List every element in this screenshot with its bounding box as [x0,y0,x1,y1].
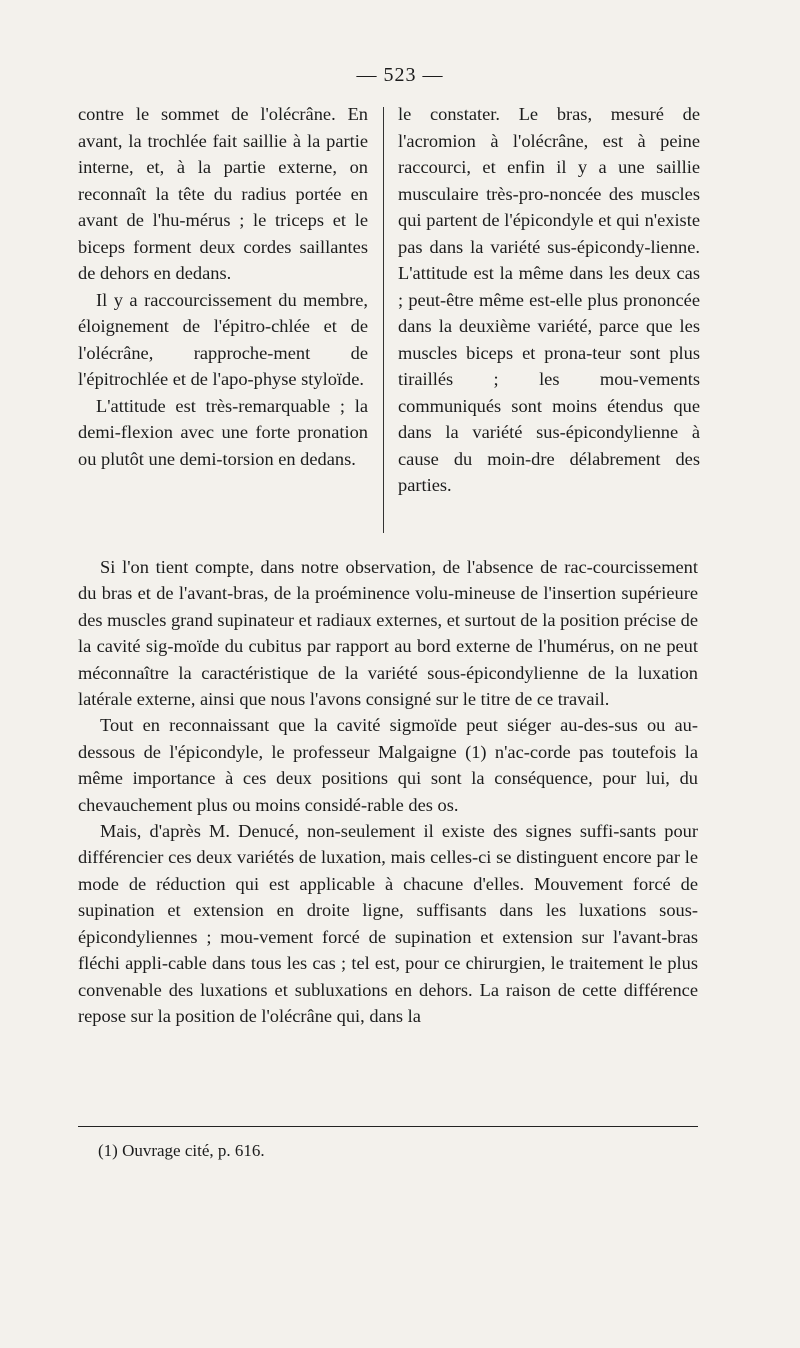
footnote: (1) Ouvrage cité, p. 616. [98,1141,265,1160]
footnote-rule [78,1126,698,1127]
left-paragraph-3: L'attitude est très-remarquable ; la demi-flexion avec une forte pronation ou plutôt une demi-torsion en dedans. [78,395,368,469]
body-paragraph-2: Tout en reconnaissant que la cavité sigmoïde peut siéger au-des-sus ou au-dessous de l'épicondyle, le professeur Malgaigne (1) n'ac-corde pas toutefois la même importance à ces deux positions qui sont la conséquence, pour lui, du chevauchement plus ou moins considé-rable des os. [78,715,698,815]
left-column [78,101,368,472]
main-text [78,554,698,1029]
left-paragraph-1: contre le sommet de l'olécrâne. En avant, la trochlée fait saillie à la partie interne, et, à la partie externe, on reconnaît la tête du radius portée en avant de l'hu-mérus ; le triceps et le biceps forment deux cordes saillantes de dehors en dedans. [78,104,368,283]
body-paragraph-1: Si l'on tient compte, dans notre observation, de l'absence de rac-courcissement du bras et de l'avant-bras, de la proéminence volu-mineuse de l'insertion supérieure des muscles grand supinateur et radiaux externes, et surtout de la position précise de la cavité sig-moïde du cubitus par rapport au bord externe de l'humérus, on ne peut méconnaître la caractéristique de la variété sous-épicondylienne de la luxation latérale externe, ainsi que nous l'avons consigné sur le titre de ce travail. [78,557,698,710]
right-column [398,101,700,499]
body-paragraph-3: Mais, d'après M. Denucé, non-seulement il existe des signes suffi-sants pour différencier ces deux variétés de luxation, mais celles-ci se distinguent encore par le mode de réduction qui est applicable à chacune d'elles. Mouvement forcé de supination et extension en droite ligne, suffisants dans les luxations sous-épicondyliennes ; mou-vement forcé de supination et extension sur l'avant-bras fléchi appli-cable dans tous les cas ; tel est, pour ce chirurgien, le traitement le plus convenable des luxations et subluxations en dehors. La raison de cette différence repose sur la position de l'olécrâne qui, dans la [78,821,698,1026]
right-paragraph-1: le constater. Le bras, mesuré de l'acromion à l'olécrâne, est à peine raccourci, et enfin il y a une saillie musculaire très-pro-noncée des muscles qui partent de l'épicondyle et qui n'existe pas dans la variété sus-épicondy-lienne. L'attitude est la même dans les deux cas ; peut-être même est-elle plus prononcée dans la deuxième variété, parce que les muscles biceps et prona-teur sont plus tiraillés ; les mou-vements communiqués sont moins étendus que dans la variété sus-épicondylienne à cause du moin-dre délabrement des parties. [398,104,700,495]
column-divider [383,107,384,533]
page-number: — 523 — [356,64,444,86]
left-paragraph-2: Il y a raccourcissement du membre, éloignement de l'épitro-chlée et de l'olécrâne, rapproche-ment de l'épitrochlée et de l'apo-physe styloïde. [78,289,368,389]
